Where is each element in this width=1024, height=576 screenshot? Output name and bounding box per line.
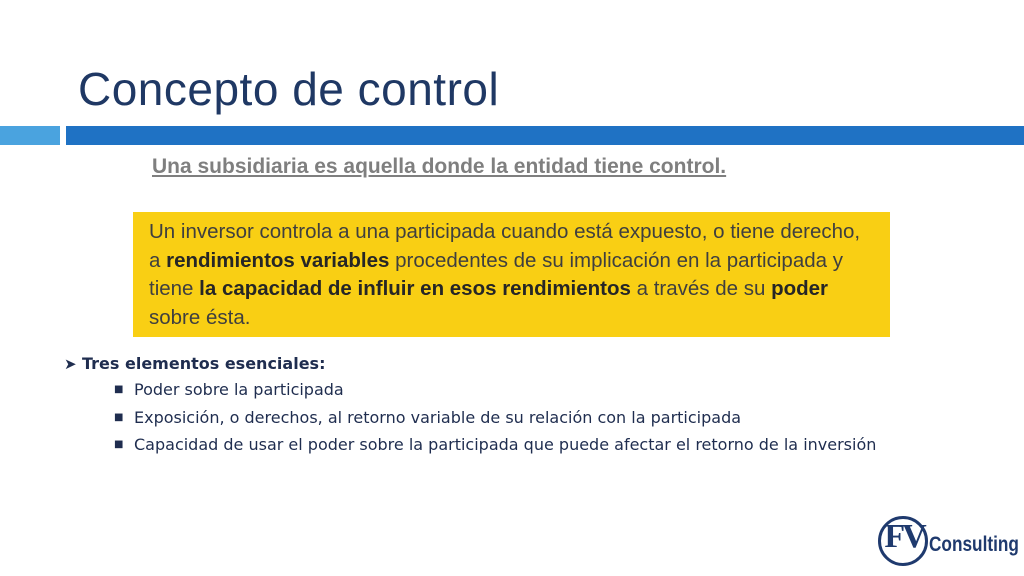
square-bullet-icon: ■ (114, 384, 124, 395)
list-item (114, 431, 954, 459)
arrow-bullet-icon: ➤ (64, 355, 77, 373)
bullet-heading: Tres elementos esenciales: (82, 354, 326, 373)
title-bar-accent (0, 126, 60, 145)
subheading: Una subsidiaria es aquella donde la entidad tiene control. (152, 155, 727, 178)
definition-text-1: Un inversor controla a una participada cuando está expuesto, o tiene derecho, a (149, 220, 861, 272)
definition-bold-2: la capacidad de influir en esos rendimientos (199, 277, 631, 300)
definition-bold-1: rendimientos variables (166, 248, 390, 272)
definition-text-3: a través de su (630, 277, 772, 300)
bullet-list (64, 352, 954, 459)
company-logo (872, 512, 1020, 572)
list-item (114, 376, 954, 404)
definition-text-4: sobre ésta. (149, 305, 251, 329)
definition-box (133, 212, 890, 337)
bullet-heading-row (64, 352, 954, 376)
list-item-text: Poder sobre la participada (134, 380, 344, 399)
logo-mark: FV (884, 518, 924, 555)
definition-bold-3: poder (771, 277, 829, 300)
list-item-text: Exposición, o derechos, al retorno variable de su relación con la participada (134, 407, 742, 427)
square-bullet-icon: ■ (114, 439, 124, 450)
list-item (114, 404, 954, 432)
title-bar (66, 126, 1024, 145)
slide-title: Concepto de control (78, 63, 500, 115)
definition-text-2: procedentes de su implicación en la participada y tiene (149, 248, 843, 300)
logo-text: Consulting (929, 533, 1019, 556)
list-item-text: Capacidad de usar el poder sobre la participada que puede afectar el retorno de la inversión (134, 435, 877, 454)
square-bullet-icon: ■ (114, 411, 124, 423)
